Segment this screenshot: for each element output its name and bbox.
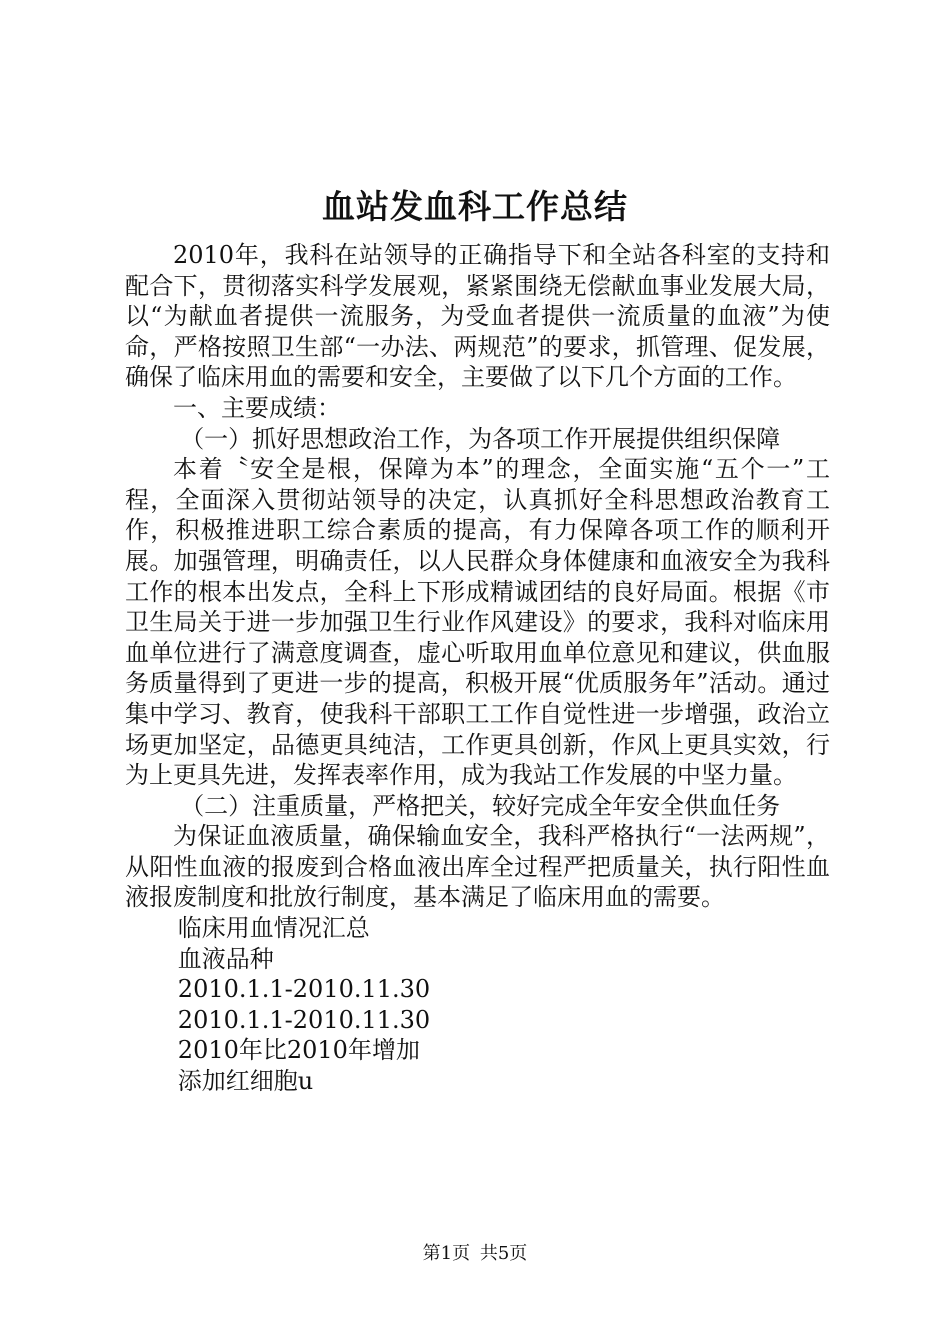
page-total: 共5页 xyxy=(479,1243,528,1264)
subheading-political-work: （一）抓好思想政治工作，为各项工作开展提供组织保障 xyxy=(180,424,781,453)
line-red-cells: 添加红细胞u xyxy=(177,1067,314,1096)
page-number: 第1页 xyxy=(422,1243,471,1264)
line-blood-type: 血液品种 xyxy=(177,944,274,973)
paragraph-intro: 2010年，我科在站领导的正确指导下和全站各科室的支持和配合下，贯彻落实科学发展观，紧紧围绕无偿献血事业发展大局，以“为献血者提供一流服务，为受血者提供一流质量的血液”为使命，严格按照卫生部“一办法、两规范”的要求，抓管理、促发展，确保了临床用血的需要和安全，主要做了以下几个方面的工作。 xyxy=(125,241,830,392)
line-date-range-2: 2010.1.1-2010.11.30 xyxy=(177,1005,431,1034)
page-footer xyxy=(0,1242,950,1266)
line-clinical-summary: 临床用血情况汇总 xyxy=(177,914,370,943)
paragraph-quality-control: 为保证血液质量，确保输血安全，我科严格执行“一法两规”，从阳性血液的报废到合格血液出库全过程严把质量关，执行阳性血液报废制度和批放行制度，基本满足了临床用血的需要。 xyxy=(125,822,830,912)
subheading-quality-control: （二）注重质量，严格把关，较好完成全年安全供血任务 xyxy=(180,791,781,820)
section-heading-main-achievements: 一、主要成绩： xyxy=(173,393,341,422)
document-title: 血站发血科工作总结 xyxy=(322,187,628,226)
paragraph-political-work: 本着〝安全是根，保障为本”的理念，全面实施“五个一”工程，全面深入贯彻站领导的决定，认真抓好全科思想政治教育工作，积极推进职工综合素质的提高，有力保障各项工作的顺利开展。加强管理，明确责任，以人民群众身体健康和血液安全为我科工作的根本出发点，全科上下形成精诚团结的良好局面。根据《市卫生局关于进一步加强卫生行业作风建设》的要求，我科对临床用血单位进行了满意度调查，虚心听取用血单位意见和建议，供血服务质量得到了更进一步的提高，积极开展“优质服务年”活动。通过集中学习、教育，使我科干部职工工作自觉性进一步增强，政治立场更加坚定，品德更具纯洁，工作更具创新，作风上更具实效，行为上更具先进，发挥表率作用，成为我站工作发展的中坚力量。 xyxy=(125,455,830,790)
document-body xyxy=(125,240,830,1097)
line-date-range-1: 2010.1.1-2010.11.30 xyxy=(177,975,431,1004)
line-year-increase: 2010年比2010年增加 xyxy=(177,1036,420,1065)
